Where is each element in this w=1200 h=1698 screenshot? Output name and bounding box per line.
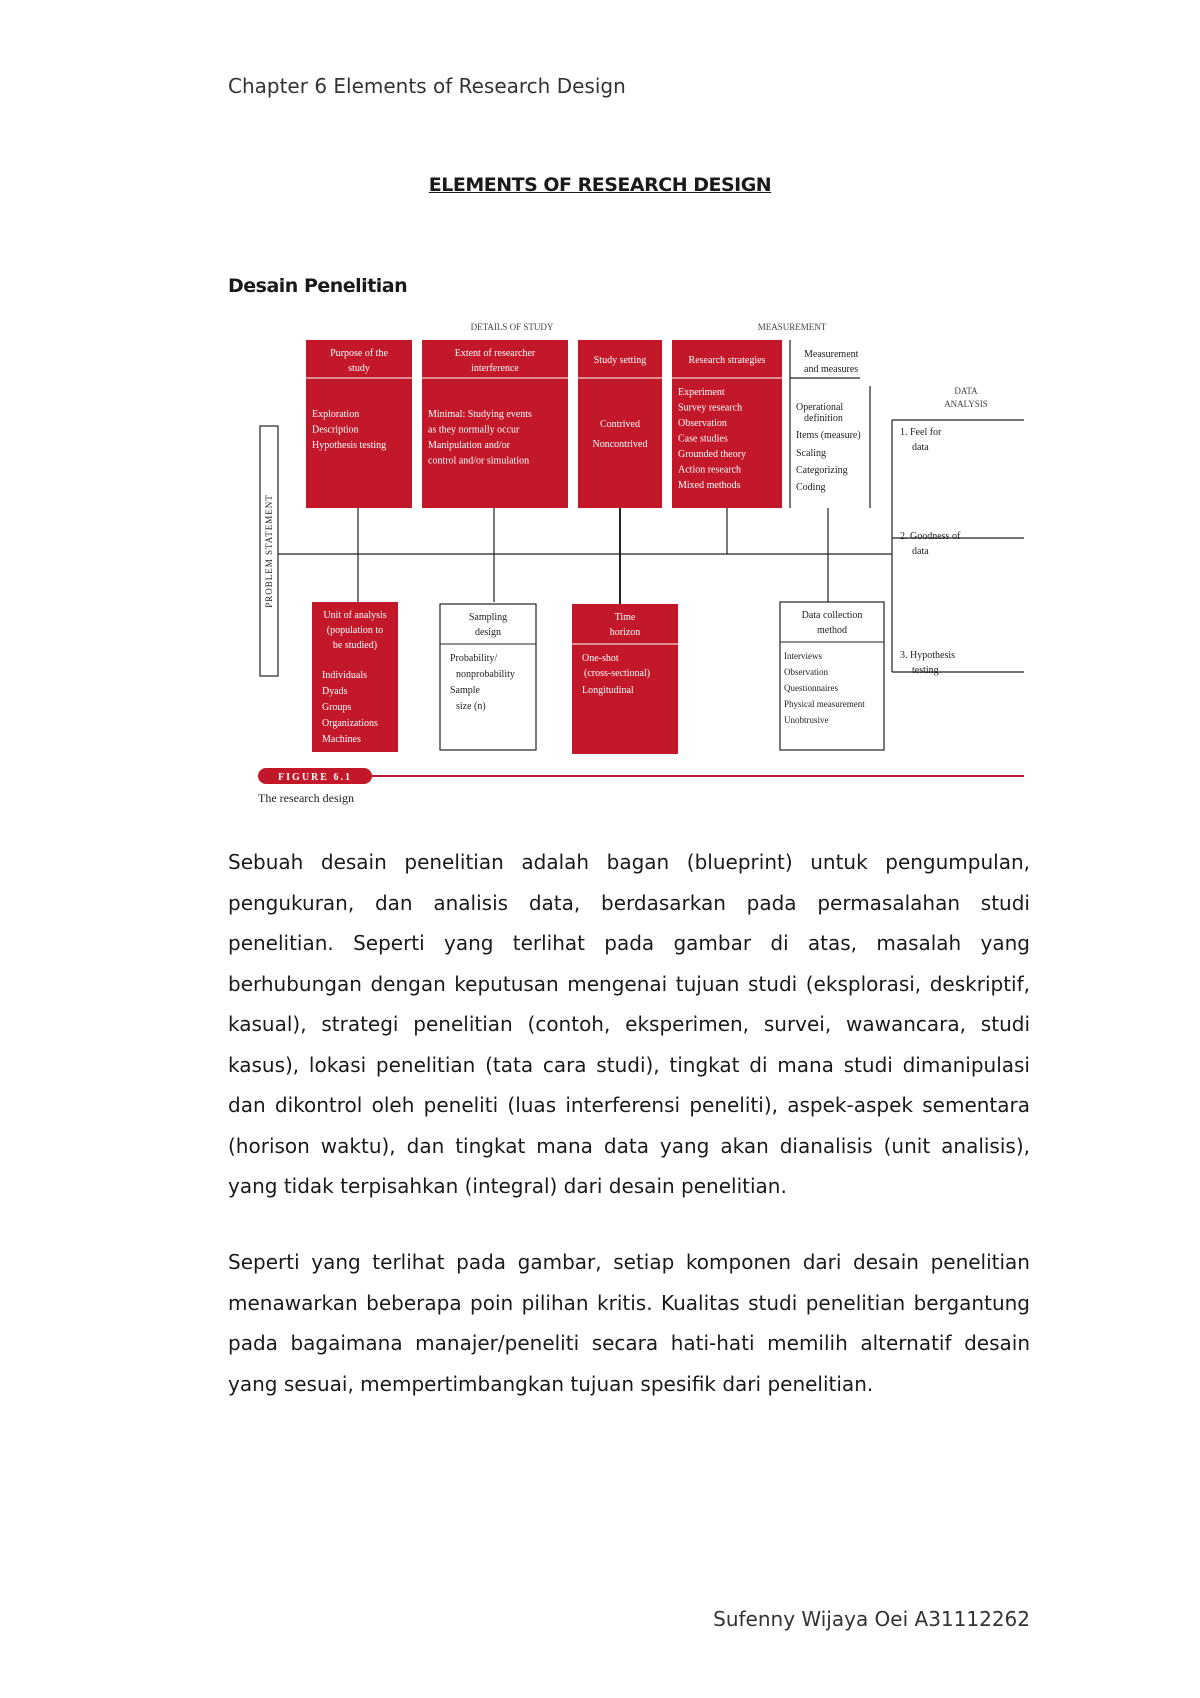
page-header: Chapter 6 Elements of Research Design <box>228 74 626 98</box>
top-box-item: Survey research <box>678 402 743 414</box>
top-box-item: Case studies <box>678 433 728 445</box>
bottom-box-header: be studied) <box>332 640 378 651</box>
top-box-item: Exploration <box>312 409 360 420</box>
top-box-item: Observation <box>678 418 727 429</box>
top-box-header: Extent of researcher <box>454 348 536 359</box>
top-box-item: Grounded theory <box>678 449 747 460</box>
data-analysis-item: 2. Goodness of <box>900 531 961 542</box>
top-box-item: as they normally occur <box>428 424 520 436</box>
top-box-header: study <box>348 363 370 374</box>
top-box-item: Description <box>312 424 359 436</box>
top-box-header: Study setting <box>593 355 647 366</box>
page-footer: Sufenny Wijaya Oei A31112262 <box>713 1607 1030 1631</box>
bottom-box-item: nonprobability <box>456 669 515 680</box>
bottom-box-item: Interviews <box>784 651 822 661</box>
data-analysis-item: data <box>912 442 929 453</box>
bottom-box-item: Observation <box>784 667 828 677</box>
document-title: ELEMENTS OF RESEARCH DESIGN <box>428 174 772 196</box>
bottom-box-item: size (n) <box>456 701 486 712</box>
bottom-box-header: Time <box>614 612 636 623</box>
top-box-item: Action research <box>678 464 742 476</box>
data-analysis-item: data <box>912 546 929 557</box>
top-box-header: Purpose of the <box>330 348 388 359</box>
top-box-header: Research strategies <box>688 355 766 366</box>
bottom-box-header: Unit of analysis <box>323 610 387 621</box>
paragraph-2: Seperti yang terlihat pada gambar, setiap komponen dari desain penelitian menawarkan beberapa poin pilihan kritis. Kualitas studi penelitian bergantung pada bagaimana manajer/peneliti secara hati-hati memilih alternatif desain yang sesuai, mempertimbangkan tujuan spesifik dari penelitian. <box>228 1250 1030 1396</box>
bottom-box-item: Unobtrusive <box>784 715 829 725</box>
bottom-box-header: horizon <box>609 627 641 638</box>
bottom-box-item: Groups <box>322 702 352 713</box>
measurement-item: Categorizing <box>796 465 848 476</box>
measurement-item: Coding <box>796 482 826 493</box>
problem-statement-label: PROBLEM STATEMENT <box>264 494 274 608</box>
measurement-header: Measurement <box>804 349 859 360</box>
bottom-box-item: etc. <box>322 750 337 761</box>
bottom-box-header: method <box>817 625 847 636</box>
paragraph-1: Sebuah desain penelitian adalah bagan (blueprint) untuk pengumpulan, pengukuran, dan analisis data, berdasarkan pada permasalahan studi penelitian. Seperti yang terlihat pada gambar di atas, masalah yang berhubungan dengan keputusan mengenai tujuan studi (eksplorasi, deskriptif, kasual), strategi penelitian (contoh, eksperimen, survei, wawancara, studi kasus), lokasi penelitian (tata cara studi), tingkat di mana studi dimanipulasi dan dikontrol oleh peneliti (luas interferensi peneliti), aspek-aspek sementara (horison waktu), dan tingkat mana data yang akan dianalisis (unit analisis), yang tidak terpisahkan (integral) dari desain penelitian. <box>228 850 1030 1198</box>
top-box-header: interference <box>471 363 519 374</box>
bottom-box-item: (cross-sectional) <box>584 668 651 679</box>
figure-caption-label: FIGURE 6.1 <box>278 772 352 783</box>
measurement-item: Scaling <box>796 448 826 459</box>
bottom-box-item: Probability/ <box>450 653 498 664</box>
bottom-box-header: design <box>474 627 502 638</box>
figure-caption-text: The research design <box>258 791 354 805</box>
group-label-details: DETAILS OF STUDY <box>470 322 554 332</box>
data-analysis-item: testing <box>912 665 939 676</box>
connector-lines <box>278 508 1024 606</box>
bottom-box-item: Dyads <box>322 686 348 697</box>
top-box-item: Manipulation and/or <box>428 440 510 451</box>
top-box-item: Noncontrived <box>592 439 648 450</box>
top-box-item: Contrived <box>600 419 640 430</box>
bottom-box-item: Organizations <box>322 718 378 729</box>
top-box-item: Minimal: Studying events <box>428 409 532 420</box>
data-analysis-item: 1. Feel for <box>900 427 942 438</box>
research-design-figure <box>258 320 1024 830</box>
section-heading: Desain Penelitian <box>228 275 408 297</box>
top-box-item: Experiment <box>678 387 725 398</box>
bottom-box-item: Physical measurement <box>784 699 865 709</box>
group-label-measurement: MEASUREMENT <box>757 322 827 332</box>
bottom-box-header: (population to <box>326 625 384 636</box>
measurement-item: Operational <box>796 402 844 413</box>
top-box-item: Mixed methods <box>678 480 741 491</box>
measurement-item: Items (measure) <box>796 430 861 441</box>
group-label-data-analysis: DATA <box>954 386 978 396</box>
group-label-data-analysis: ANALYSIS <box>944 399 988 409</box>
bottom-box-item: Sample <box>450 685 480 696</box>
bottom-box-item: Individuals <box>322 670 367 681</box>
top-box-item: control and/or simulation <box>428 455 530 467</box>
measurement-header: and measures <box>804 364 859 375</box>
top-box-item: Hypothesis testing <box>312 440 387 451</box>
bottom-box-item: Longitudinal <box>582 685 634 696</box>
bottom-box-item: Questionnaires <box>784 683 838 693</box>
measurement-item: definition <box>804 413 843 424</box>
bottom-box-item: Machines <box>322 734 361 745</box>
data-analysis-item: 3. Hypothesis <box>900 650 955 661</box>
bottom-box-header: Sampling <box>468 612 508 623</box>
bottom-box-item: One-shot <box>582 653 619 664</box>
bottom-box-header: Data collection <box>801 610 863 621</box>
